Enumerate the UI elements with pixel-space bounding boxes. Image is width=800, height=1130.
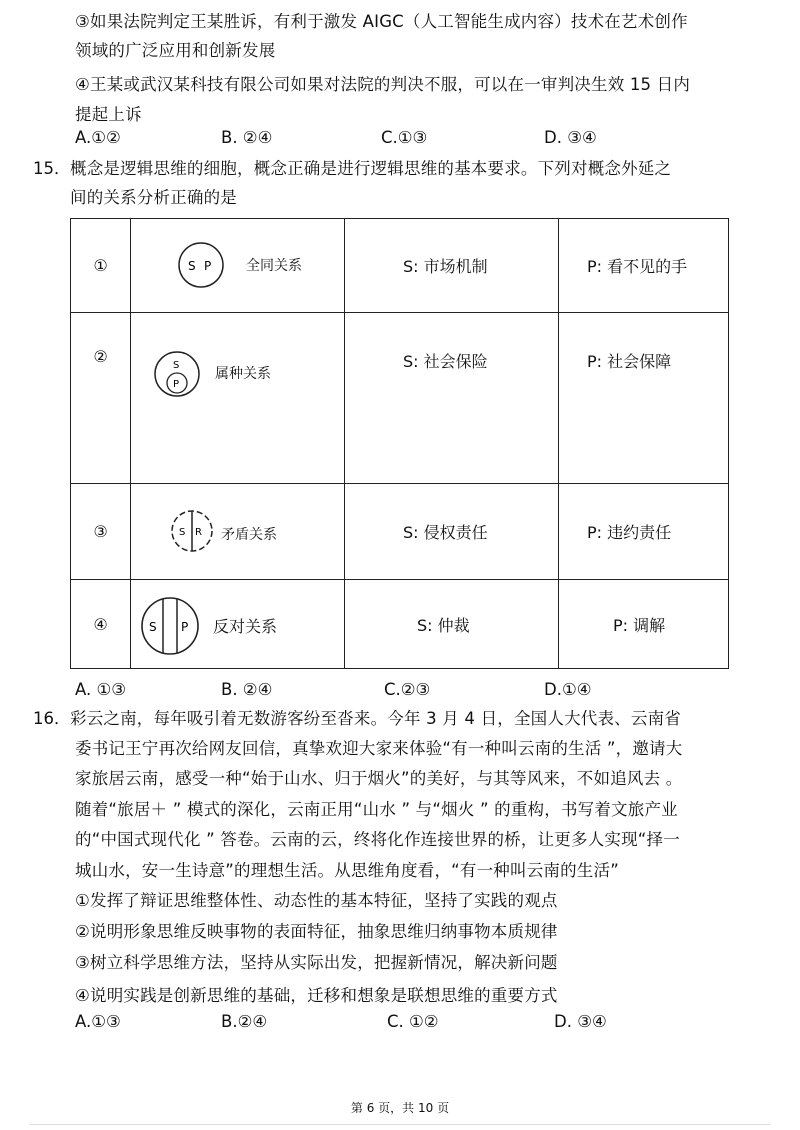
contradictory-circle-diagram: [169, 508, 215, 554]
q15-option-b[interactable]: B. ②④: [221, 680, 273, 699]
genus-species-circle-diagram: [153, 349, 201, 399]
q15-option-c[interactable]: C.②③: [384, 680, 431, 699]
relation-label: 反对关系: [213, 617, 278, 636]
concept-relation-table: [70, 218, 729, 669]
q14-statement-4-line-2: 提起上诉: [75, 105, 142, 124]
q15-option-a[interactable]: A. ①③: [75, 680, 127, 699]
q16-statement-2: ②说明形象思维反映事物的表面特征，抽象思维归纳事物本质规律: [75, 922, 558, 941]
q16-statement-3: ③树立科学思维方法，坚持从实际出发，把握新情况，解决新问题: [75, 953, 558, 972]
concept-s-cell: S: 市场机制: [345, 219, 559, 313]
relation-label: 矛盾关系: [221, 527, 277, 543]
table-row: [71, 484, 729, 580]
q14-option-d[interactable]: D. ③④: [544, 128, 597, 147]
diagram-p-label: P: [181, 620, 189, 634]
q15-number: 15．: [33, 159, 71, 178]
q16-stem-line-5: 的“中国式现代化 ” 答卷。云南的云，终将化作连接世界的桥，让更多人实现“择一: [75, 830, 680, 849]
relation-cell: [131, 219, 345, 313]
relation-label: 属种关系: [215, 366, 271, 382]
concept-s-cell: S: 社会保险: [345, 313, 559, 484]
table-row: [71, 219, 729, 313]
q14-option-a[interactable]: A.①②: [75, 128, 121, 147]
table-row: [71, 580, 729, 669]
q14-statement-4-line-1: ④王某或武汉某科技有限公司如果对法院的判决不服，可以在一审判决生效 15 日内: [75, 75, 691, 94]
q16-statement-4: ④说明实践是创新思维的基础，迁移和想象是联想思维的重要方式: [75, 986, 558, 1005]
q16-option-b[interactable]: B.②④: [221, 1012, 268, 1031]
diagram-p-label: P: [173, 379, 180, 390]
diagram-s-label: S: [173, 360, 180, 371]
q16-stem-line-4: 随着“旅居＋ ” 模式的深化，云南正用“山水 ” 与“烟火 ” 的重构，书写着文旅产业: [75, 800, 678, 819]
q16-stem-line-1: 彩云之南，每年吸引着无数游客纷至沓来。今年 3 月 4 日，全国人大代表、云南省: [70, 709, 681, 728]
footer-divider: [30, 1124, 770, 1125]
relation-cell: [131, 484, 345, 580]
q14-statement-3-line-2: 领域的广泛应用和创新发展: [75, 41, 276, 60]
diagram-s-label: S: [179, 527, 186, 538]
q16-option-d[interactable]: D. ③④: [554, 1012, 607, 1031]
table-row: [71, 313, 729, 484]
diagram-s-label: S: [149, 620, 157, 634]
relation-cell: [131, 580, 345, 669]
concept-p-cell: P: 调解: [559, 580, 729, 669]
q14-option-b[interactable]: B. ②④: [221, 128, 273, 147]
q16-number: 16．: [33, 709, 71, 728]
relation-label: 全同关系: [246, 258, 302, 274]
concept-p-cell: P: 违约责任: [559, 484, 729, 580]
contrary-circle-diagram: [139, 595, 201, 657]
concept-p-cell: P: 看不见的手: [559, 219, 729, 313]
q16-stem-line-2: 委书记王宁再次给网友回信，真挚欢迎大家来体验“有一种叫云南的生活 ”，邀请大: [75, 739, 683, 758]
concept-s-cell: S: 仲裁: [345, 580, 559, 669]
q14-option-c[interactable]: C.①③: [381, 128, 428, 147]
identity-circle-diagram: [177, 241, 225, 289]
q15-stem-line-1: 概念是逻辑思维的细胞，概念正确是进行逻辑思维的基本要求。下列对概念外延之: [70, 159, 672, 178]
diagram-p-label: P: [204, 259, 212, 273]
row-number: ④: [71, 580, 131, 669]
q16-option-a[interactable]: A.①③: [75, 1012, 121, 1031]
row-number: ②: [71, 313, 131, 484]
q15-stem-line-2: 间的关系分析正确的是: [70, 188, 237, 207]
relation-cell: [131, 313, 345, 484]
q16-option-c[interactable]: C. ①②: [387, 1012, 439, 1031]
q15-option-d[interactable]: D.①④: [544, 680, 592, 699]
concept-s-cell: S: 侵权责任: [345, 484, 559, 580]
diagram-s-label: S: [188, 259, 196, 273]
q16-statement-1: ①发挥了辩证思维整体性、动态性的基本特征，坚持了实践的观点: [75, 891, 558, 910]
q16-stem-line-6: 城山水，安一生诗意”的理想生活。从思维角度看，“有一种叫云南的生活”: [75, 861, 619, 880]
q16-stem-line-3: 家旅居云南，感受一种“始于山水、归于烟火”的美好，与其等风来，不如追风去 。: [75, 769, 683, 788]
q14-statement-3-line-1: ③如果法院判定王某胜诉，有利于激发 AIGC（人工智能生成内容）技术在艺术创作: [75, 12, 688, 31]
concept-p-cell: P: 社会保障: [559, 313, 729, 484]
row-number: ①: [71, 219, 131, 313]
diagram-p-label: R: [195, 527, 202, 538]
row-number: ③: [71, 484, 131, 580]
page-footer: 第 6 页，共 10 页: [350, 1101, 450, 1115]
